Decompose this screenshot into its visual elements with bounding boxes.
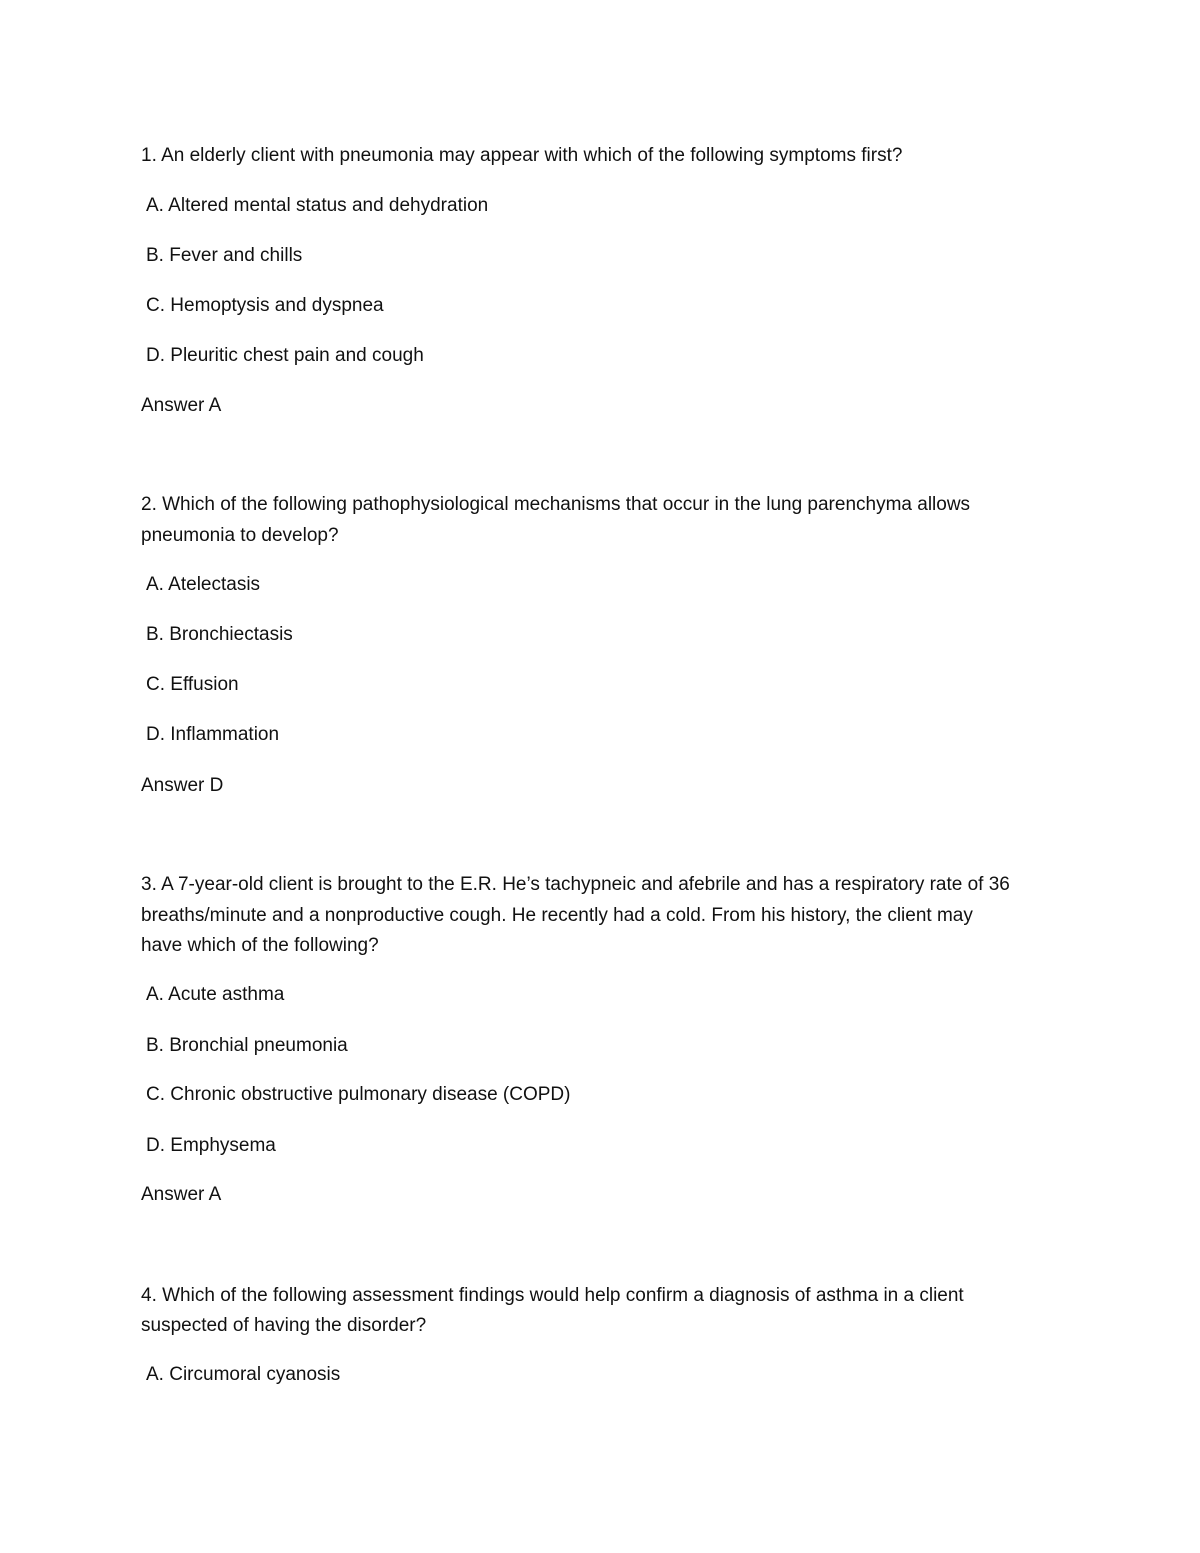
question-3-answer: Answer A bbox=[141, 1184, 222, 1205]
question-2-option-d: D. Inflammation bbox=[146, 724, 280, 745]
question-4-stem-line-1: 4. Which of the following assessment findings would help confirm a diagnosis of asthma in a client bbox=[141, 1285, 964, 1306]
question-2-stem-line-2: pneumonia to develop? bbox=[141, 525, 339, 546]
question-2-option-a: A. Atelectasis bbox=[146, 574, 261, 595]
question-3-stem-line-3: have which of the following? bbox=[141, 935, 379, 956]
question-3-option-a: A. Acute asthma bbox=[146, 984, 285, 1005]
question-1-answer: Answer A bbox=[141, 395, 222, 416]
question-1-stem-line-1: 1. An elderly client with pneumonia may appear with which of the following symptoms first? bbox=[141, 145, 903, 166]
question-1-option-d: D. Pleuritic chest pain and cough bbox=[146, 345, 424, 366]
question-2-answer: Answer D bbox=[141, 775, 224, 796]
question-2-option-b: B. Bronchiectasis bbox=[146, 624, 293, 645]
question-4-stem-line-2: suspected of having the disorder? bbox=[141, 1315, 427, 1336]
question-3-option-d: D. Emphysema bbox=[146, 1135, 276, 1156]
question-1-option-b: B. Fever and chills bbox=[146, 245, 303, 266]
question-2-option-c: C. Effusion bbox=[146, 674, 239, 695]
question-1-option-c: C. Hemoptysis and dyspnea bbox=[146, 295, 384, 316]
question-3-option-b: B. Bronchial pneumonia bbox=[146, 1035, 348, 1056]
question-3-option-c: C. Chronic obstructive pulmonary disease (COPD) bbox=[146, 1084, 571, 1105]
question-3-stem-line-1: 3. A 7-year-old client is brought to the E.R. He’s tachypneic and afebrile and has a respiratory rate of 36 bbox=[141, 874, 1010, 895]
question-2-stem-line-1: 2. Which of the following pathophysiological mechanisms that occur in the lung parenchyma allows bbox=[141, 494, 971, 515]
question-3-stem-line-2: breaths/minute and a nonproductive cough. He recently had a cold. From his history, the client may bbox=[141, 905, 973, 926]
question-1-option-a: A. Altered mental status and dehydration bbox=[146, 195, 489, 216]
question-4-option-a: A. Circumoral cyanosis bbox=[146, 1364, 341, 1385]
